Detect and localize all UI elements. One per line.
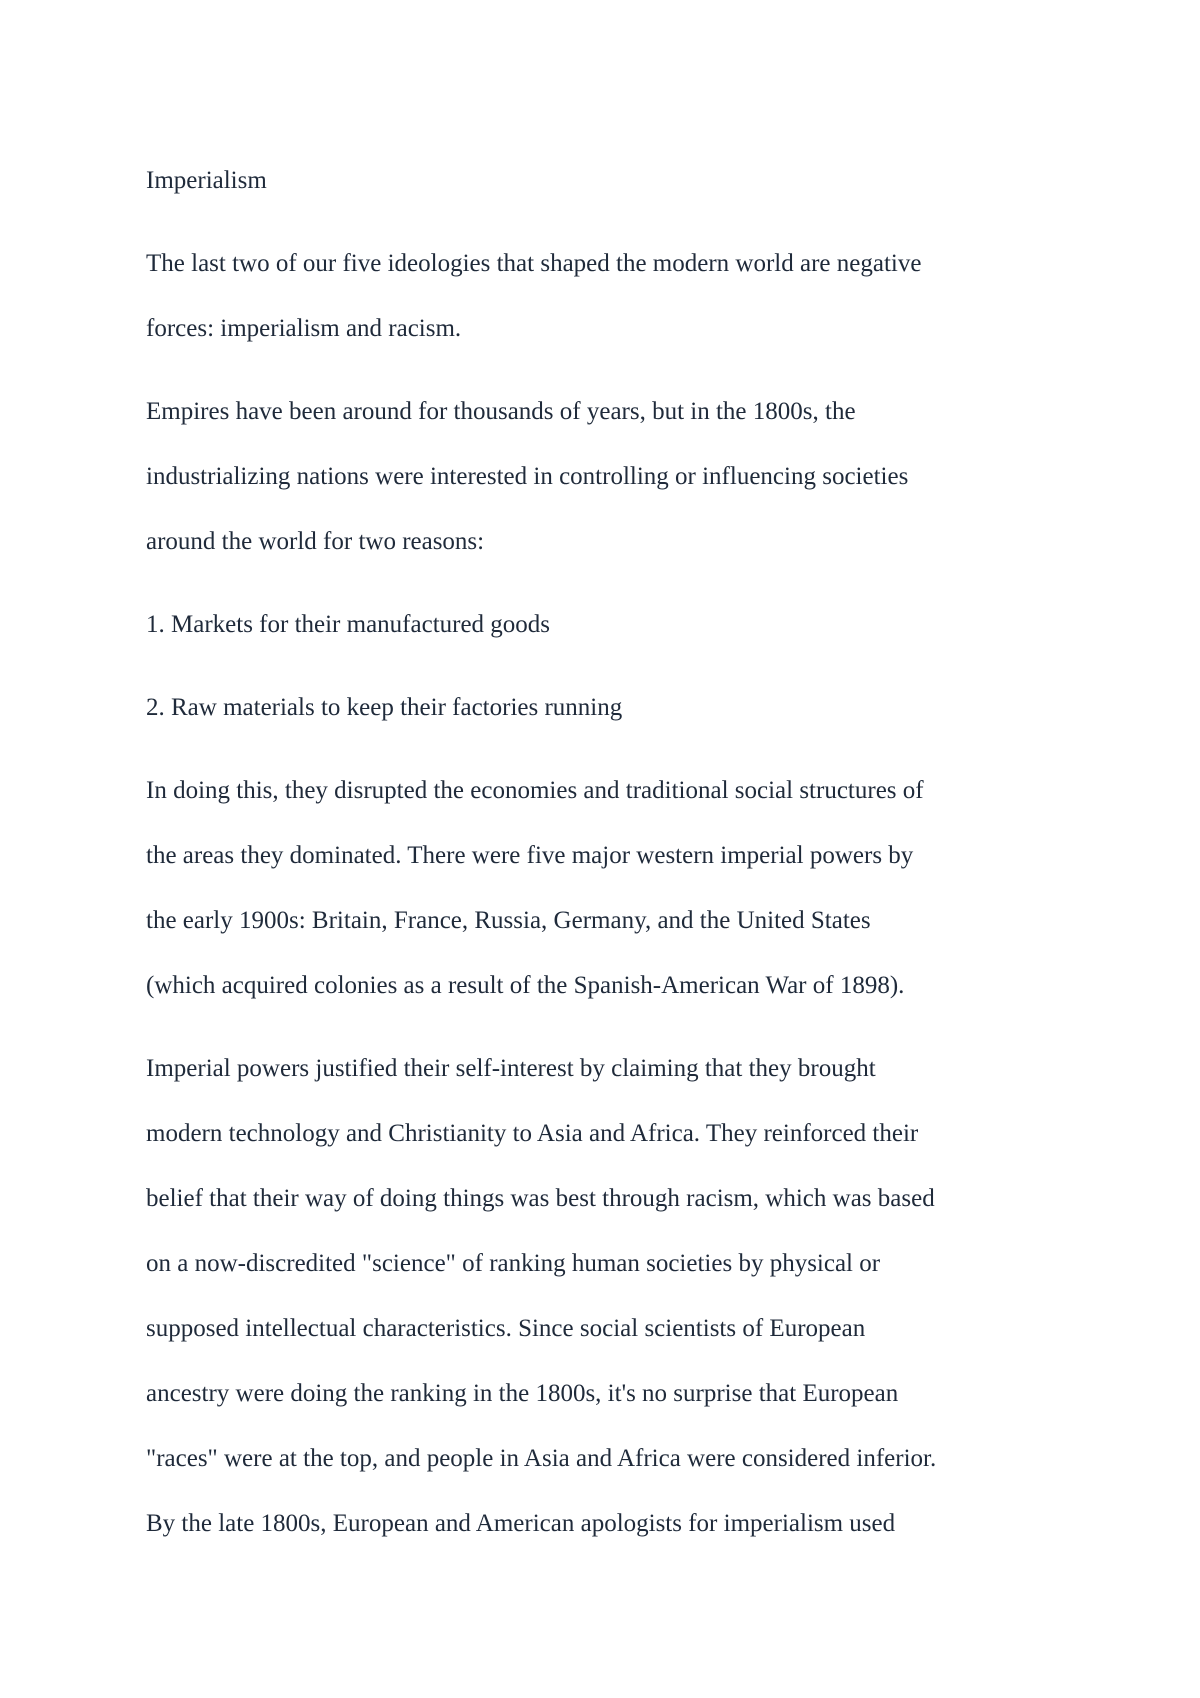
document-title: Imperialism	[146, 167, 267, 194]
text-line: the early 1900s: Britain, France, Russia, Germany, and the United States	[146, 907, 871, 934]
paragraph-4	[146, 1052, 1076, 1572]
text-line: around the world for two reasons:	[146, 528, 485, 555]
list-item-2	[146, 691, 1076, 756]
text-line: supposed intellectual characteristics. Since social scientists of European	[146, 1315, 866, 1342]
text-line: In doing this, they disrupted the economies and traditional social structures of	[146, 777, 924, 804]
text-line: the areas they dominated. There were five major western imperial powers by	[146, 842, 914, 869]
text-line: "races" were at the top, and people in Asia and Africa were considered inferior.	[146, 1445, 937, 1472]
text-line: forces: imperialism and racism.	[146, 315, 462, 342]
text-line: The last two of our five ideologies that shaped the modern world are negative	[146, 250, 922, 277]
text-line: belief that their way of doing things was best through racism, which was based	[146, 1185, 935, 1212]
text-line: 2. Raw materials to keep their factories running	[146, 694, 623, 721]
text-line: 1. Markets for their manufactured goods	[146, 611, 551, 638]
text-line: industrializing nations were interested in controlling or influencing societies	[146, 463, 909, 490]
text-line: ancestry were doing the ranking in the 1800s, it's no surprise that European	[146, 1380, 899, 1407]
paragraph-1	[146, 247, 1076, 377]
text-line: By the late 1800s, European and American apologists for imperialism used	[146, 1510, 896, 1537]
document-body	[146, 164, 1076, 1572]
text-line: Imperial powers justified their self-interest by claiming that they brought	[146, 1055, 876, 1082]
text-line: Empires have been around for thousands of years, but in the 1800s, the	[146, 398, 856, 425]
text-line: on a now-discredited "science" of ranking human societies by physical or	[146, 1250, 881, 1277]
text-line: modern technology and Christianity to Asia and Africa. They reinforced their	[146, 1120, 919, 1147]
paragraph-2	[146, 395, 1076, 590]
paragraph-3	[146, 774, 1076, 1034]
text-line: (which acquired colonies as a result of the Spanish-American War of 1898).	[146, 972, 905, 999]
list-item-1	[146, 608, 1076, 673]
